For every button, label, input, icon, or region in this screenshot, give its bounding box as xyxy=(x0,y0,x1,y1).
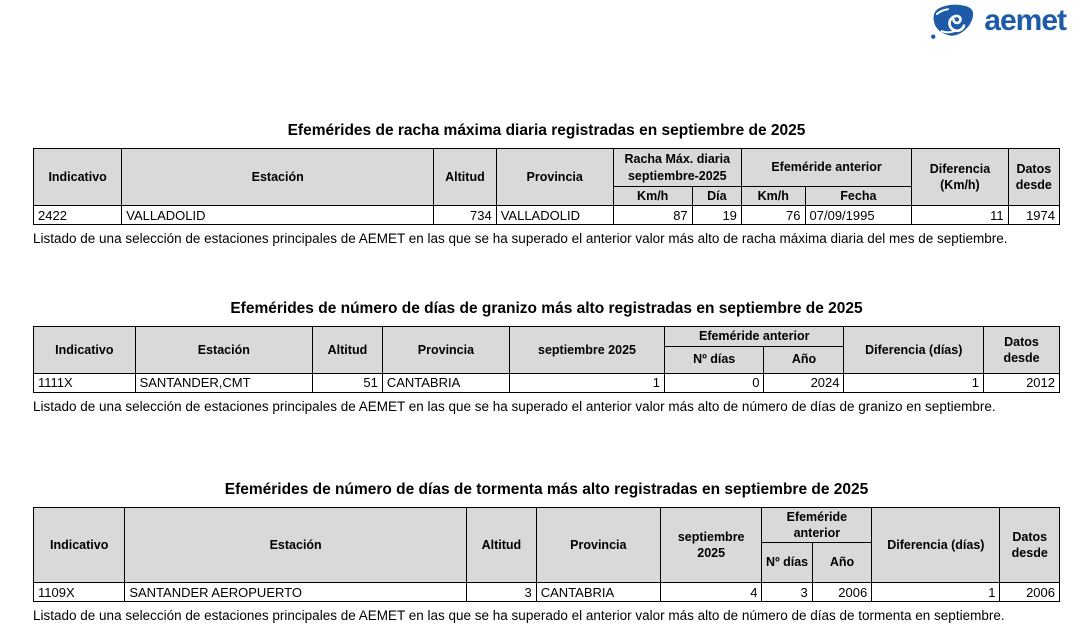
aemet-logo-text: aemet xyxy=(984,5,1066,37)
col-header-septiembre-2025: septiembre 2025 xyxy=(660,507,762,583)
cell-septiembre-2025: 1 xyxy=(510,373,665,392)
cell-datos-desde: 2012 xyxy=(984,373,1060,392)
cell-datos-desde: 2006 xyxy=(1000,583,1060,602)
col-header-septiembre-2025: septiembre 2025 xyxy=(510,327,665,373)
section-title-dias-granizo: Efemérides de número de días de granizo más alto registradas en septiembre de 2025 xyxy=(33,299,1060,319)
col-header-provincia: Provincia xyxy=(382,327,509,373)
section-caption-racha-maxima: Listado de una selección de estaciones principales de AEMET en las que se ha superado el anterior valor más alto de racha máxima diaria del mes de septiembre. xyxy=(33,230,1060,247)
col-group-efemeride-anterior: Efeméride anterior xyxy=(762,507,872,543)
section-title-dias-tormenta: Efemérides de número de días de tormenta más alto registradas en septiembre de 2025 xyxy=(33,480,1060,500)
cell-indicativo: 2422 xyxy=(34,206,122,225)
table-row xyxy=(34,206,1060,225)
col-subheader-efemeride-kmh: Km/h xyxy=(741,187,805,206)
cell-num-dias: 3 xyxy=(762,583,812,602)
dias-tormenta-table xyxy=(33,507,1060,603)
col-subheader-ano: Año xyxy=(812,543,872,583)
col-group-efemeride-anterior: Efeméride anterior xyxy=(741,149,911,187)
cell-indicativo: 1109X xyxy=(34,583,125,602)
col-header-diferencia: Diferencia (Km/h) xyxy=(912,149,1008,206)
col-subheader-ano: Año xyxy=(764,346,844,373)
cell-provincia: VALLADOLID xyxy=(496,206,613,225)
cell-altitud: 51 xyxy=(313,373,383,392)
col-header-datos-desde: Datos desde xyxy=(984,327,1060,373)
col-header-altitud: Altitud xyxy=(313,327,383,373)
cell-estacion: SANTANDER,CMT xyxy=(135,373,312,392)
cell-altitud: 3 xyxy=(466,583,536,602)
cell-estacion: VALLADOLID xyxy=(122,206,434,225)
cell-efemeride-fecha: 07/09/1995 xyxy=(805,206,912,225)
col-subheader-num-dias: Nº días xyxy=(762,543,812,583)
cell-ano: 2006 xyxy=(812,583,872,602)
col-header-indicativo: Indicativo xyxy=(34,327,136,373)
col-header-provincia: Provincia xyxy=(536,507,660,583)
cell-estacion: SANTANDER AEROPUERTO xyxy=(125,583,467,602)
section-caption-dias-tormenta: Listado de una selección de estaciones principales de AEMET en las que se ha superado el anterior valor más alto de número de días de tormenta en septiembre. xyxy=(33,607,1060,624)
racha-maxima-table xyxy=(33,148,1060,225)
col-header-datos-desde: Datos desde xyxy=(1000,507,1060,583)
table-row xyxy=(34,373,1060,392)
section-dias-granizo xyxy=(33,299,1060,414)
col-header-provincia: Provincia xyxy=(496,149,613,206)
col-header-altitud: Altitud xyxy=(466,507,536,583)
cell-racha-dia: 19 xyxy=(692,206,741,225)
cell-num-dias: 0 xyxy=(664,373,764,392)
section-racha-maxima xyxy=(33,121,1060,247)
cell-efemeride-kmh: 76 xyxy=(741,206,805,225)
section-dias-tormenta xyxy=(33,480,1060,624)
col-header-datos-desde: Datos desde xyxy=(1008,149,1059,206)
col-group-efemeride-anterior: Efeméride anterior xyxy=(664,327,844,346)
cell-septiembre-2025: 4 xyxy=(660,583,762,602)
cell-ano: 2024 xyxy=(764,373,844,392)
cell-datos-desde: 1974 xyxy=(1008,206,1059,225)
section-title-racha-maxima: Efemérides de racha máxima diaria registradas en septiembre de 2025 xyxy=(33,121,1060,141)
cell-diferencia: 1 xyxy=(844,373,984,392)
cell-racha-kmh: 87 xyxy=(613,206,692,225)
col-subheader-efemeride-fecha: Fecha xyxy=(805,187,912,206)
col-group-racha-max: Racha Máx. diaria septiembre-2025 xyxy=(613,149,741,187)
col-subheader-racha-kmh: Km/h xyxy=(613,187,692,206)
col-header-diferencia: Diferencia (días) xyxy=(844,327,984,373)
col-header-indicativo: Indicativo xyxy=(34,149,122,206)
cell-provincia: CANTABRIA xyxy=(536,583,660,602)
col-header-estacion: Estación xyxy=(125,507,467,583)
col-header-estacion: Estación xyxy=(122,149,434,206)
cell-provincia: CANTABRIA xyxy=(382,373,509,392)
aemet-spain-swirl-icon xyxy=(930,3,980,39)
col-subheader-num-dias: Nº días xyxy=(664,346,764,373)
table-row xyxy=(34,583,1060,602)
aemet-logo xyxy=(930,3,1066,39)
col-header-diferencia: Diferencia (días) xyxy=(872,507,1000,583)
cell-altitud: 734 xyxy=(434,206,497,225)
col-header-indicativo: Indicativo xyxy=(34,507,125,583)
col-header-estacion: Estación xyxy=(135,327,312,373)
cell-indicativo: 1111X xyxy=(34,373,136,392)
cell-diferencia: 1 xyxy=(872,583,1000,602)
section-caption-dias-granizo: Listado de una selección de estaciones principales de AEMET en las que se ha superado el anterior valor más alto de número de días de granizo en septiembre. xyxy=(33,398,1060,415)
col-subheader-racha-dia: Día xyxy=(692,187,741,206)
cell-diferencia: 11 xyxy=(912,206,1008,225)
col-header-altitud: Altitud xyxy=(434,149,497,206)
dias-granizo-table xyxy=(33,326,1060,392)
